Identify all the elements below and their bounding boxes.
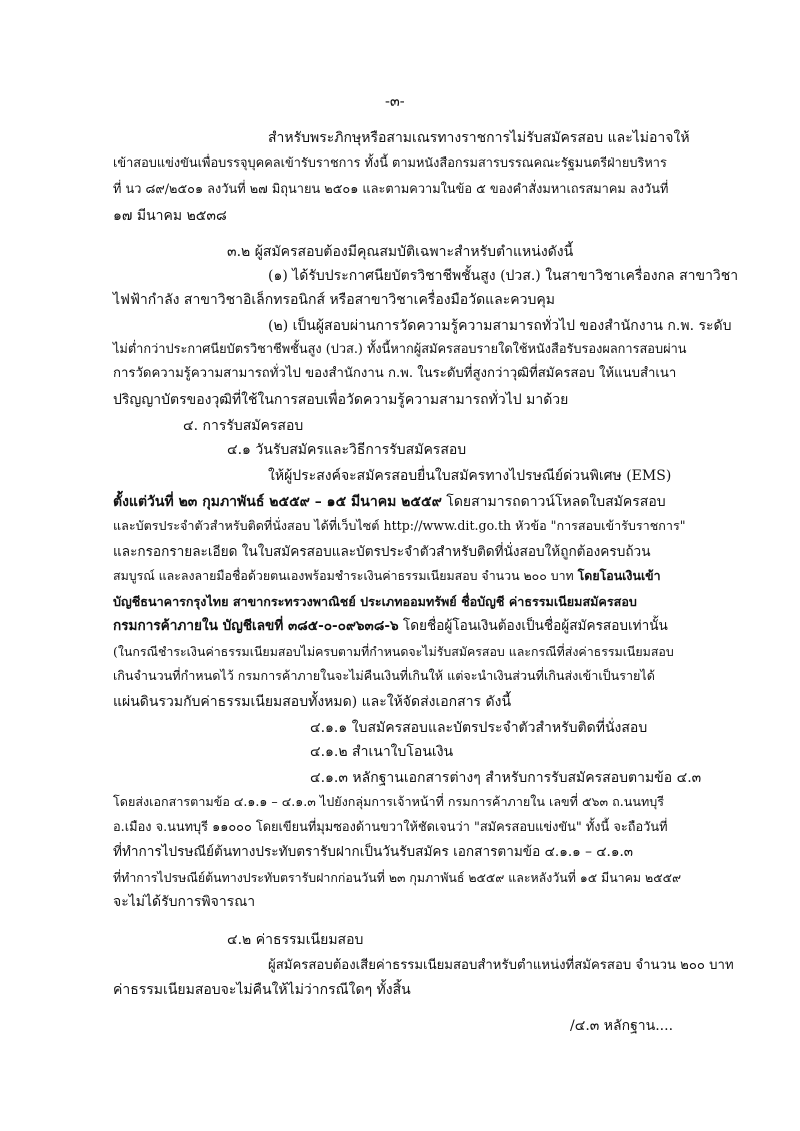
text-line: โดยส่งเอกสารตามข้อ ๔.๑.๑ – ๔.๑.๓ ไปยังกลุ่มการเจ้าหน้าที่ กรมการค้าภายใน เลขที่ ๕๖๓ ถ.นนทบุรี — [113, 794, 665, 809]
list-item: ๔.๑.๓ หลักฐานเอกสารต่างๆ สำหรับการรับสมัครสอบตามข้อ ๔.๓ — [310, 770, 702, 786]
text-line: การวัดความรู้ความสามารถทั่วไป ของสำนักงาน ก.พ. ในระดับที่สูงกว่าวุฒิที่สมัครสอบ ให้แนบสำเนา — [113, 366, 677, 381]
text-line: เกินจำนวนที่กำหนดไว้ กรมการค้าภายในจะไม่คืนเงินที่เกินให้ แต่จะนำเงินส่วนที่เกินส่งเข้าเป็นรายได้ — [113, 668, 655, 683]
text-line: (ในกรณีชำระเงินค่าธรรมเนียมสอบไม่ครบตามที่กำหนดจะไม่รับสมัครสอบ และกรณีที่ส่งค่าธรรมเนียมสอบ — [113, 644, 674, 659]
text-line: จะไม่ได้รับการพิจารณา — [113, 894, 256, 910]
page-number: -๓- — [385, 94, 405, 110]
section-heading: ๓.๒ ผู้สมัครสอบต้องมีคุณสมบัติเฉพาะสำหรับตำแหน่งดังนี้ — [227, 244, 574, 260]
section-heading: ๔.๒ ค่าธรรมเนียมสอบ — [227, 932, 364, 948]
text-line: ไม่ต่ำกว่าประกาศนียบัตรวิชาชีพชั้นสูง (ปวส.) ทั้งนี้หากผู้สมัครสอบรายใดใช้หนังสือรับรองผลการสอบผ่าน — [113, 342, 687, 357]
list-item: ๔.๑.๒ สำเนาใบโอนเงิน — [310, 744, 454, 760]
text-line: ที่ทำการไปรษณีย์ต้นทางประทับตรารับฝากก่อนวันที่ ๒๓ กุมภาพันธ์ ๒๕๕๙ และหลังวันที่ ๑๕ มีนาคม ๒๕๕๙ — [113, 870, 682, 885]
text-line: ให้ผู้ประสงค์จะสมัครสอบยื่นใบสมัครทางไปรษณีย์ด่วนพิเศษ (EMS) — [268, 468, 672, 484]
account-number: กรมการค้าภายใน บัญชีเลขที่ ๓๘๕-๐-๐๙๖๓๘-๖ — [113, 618, 399, 634]
list-item: ๔.๑.๑ ใบสมัครสอบและบัตรประจำตัวสำหรับติดที่นั่งสอบ — [310, 720, 648, 736]
text-line: ผู้สมัครสอบต้องเสียค่าธรรมเนียมสอบสำหรับตำแหน่งที่สมัครสอบ จำนวน ๒๐๐ บาท — [268, 958, 734, 973]
bank-account-line: บัญชีธนาคารกรุงไทย สาขากระทรวงพาณิชย์ ประเภทออมทรัพย์ ชื่อบัญชี ค่าธรรมเนียมสมัครสอบ — [113, 594, 637, 609]
text-line: ที่ทำการไปรษณีย์ต้นทางประทับตรารับฝากเป็นวันรับสมัคร เอกสารตามข้อ ๔.๑.๑ – ๔.๑.๓ — [113, 844, 634, 860]
text-line: สมบูรณ์ และลงลายมือชื่อด้วยตนเองพร้อมชำระเงินค่าธรรมเนียมสอบ จำนวน ๒๐๐ บาท โดยโอนเงินเข้า — [113, 568, 661, 583]
text-line: ๑๗ มีนาคม ๒๕๓๘ — [113, 208, 227, 224]
text-line: และบัตรประจำตัวสำหรับติดที่นั่งสอบ ได้ที่เว็บไซต์ http://www.dit.go.th หัวข้อ "การสอบเข้ารับราชการ" — [113, 518, 686, 533]
text-line: และกรอกรายละเอียด ในใบสมัครสอบและบัตรประจำตัวสำหรับติดที่นั่งสอบให้ถูกต้องครบถ้วน — [113, 544, 651, 560]
text-line: ตั้งแต่วันที่ ๒๓ กุมภาพันธ์ ๒๕๕๙ – ๑๕ มีนาคม ๒๕๕๙ โดยสามารถดาวน์โหลดใบสมัครสอบ — [113, 494, 666, 510]
text-line: ปริญญาบัตรของวุฒิที่ใช้ในการสอบเพื่อวัดความรู้ความสามารถทั่วไป มาด้วย — [113, 392, 569, 408]
section-heading: ๔.๑ วันรับสมัครและวิธีการรับสมัครสอบ — [227, 442, 467, 458]
section-heading: ๔. การรับสมัครสอบ — [183, 418, 304, 434]
text-line: ไฟฟ้ากำลัง สาขาวิชาอิเล็กทรอนิกส์ หรือสาขาวิชาเครื่องมือวัดและควบคุม — [113, 292, 555, 308]
text-line: เข้าสอบแข่งขันเพื่อบรรจุบุคคลเข้ารับราชการ ทั้งนี้ ตามหนังสือกรมสารบรรณคณะรัฐมนตรีฝ่ายบริหาร — [113, 156, 667, 171]
application-period: ตั้งแต่วันที่ ๒๓ กุมภาพันธ์ ๒๕๕๙ – ๑๕ มีนาคม ๒๕๕๙ — [113, 494, 442, 510]
text-line: สำหรับพระภิกษุหรือสามเณรทางราชการไม่รับสมัครสอบ และไม่อาจให้ — [268, 130, 690, 146]
text-line: กรมการค้าภายใน บัญชีเลขที่ ๓๘๕-๐-๐๙๖๓๘-๖ โดยชื่อผู้โอนเงินต้องเป็นชื่อผู้สมัครสอบเท่านั้น — [113, 618, 668, 634]
text-line: แผ่นดินรวมกับค่าธรรมเนียมสอบทั้งหมด) และให้จัดส่งเอกสาร ดังนี้ — [113, 694, 512, 710]
text-line: อ.เมือง จ.นนทบุรี ๑๑๐๐๐ โดยเขียนที่มุมซองด้านขวาให้ชัดเจนว่า "สมัครสอบแข่งขัน" ทั้งนี้ จะถือวันที่ — [113, 820, 668, 835]
continuation-note: /๔.๓ หลักฐาน.... — [570, 1018, 674, 1034]
text-line: (๑) ได้รับประกาศนียบัตรวิชาชีพชั้นสูง (ปวส.) ในสาขาวิชาเครื่องกล สาขาวิชา — [268, 268, 739, 284]
text-line: ค่าธรรมเนียมสอบจะไม่คืนให้ไม่ว่ากรณีใดๆ ทั้งสิ้น — [113, 982, 411, 998]
text-line: (๒) เป็นผู้สอบผ่านการวัดความรู้ความสามารถทั่วไป ของสำนักงาน ก.พ. ระดับ — [268, 318, 732, 334]
text-line: ที่ นว ๘๙/๒๕๐๑ ลงวันที่ ๒๗ มิถุนายน ๒๕๐๑ และตามความในข้อ ๕ ของคำสั่งมหาเถรสมาคม ลงวันที่ — [113, 182, 669, 197]
